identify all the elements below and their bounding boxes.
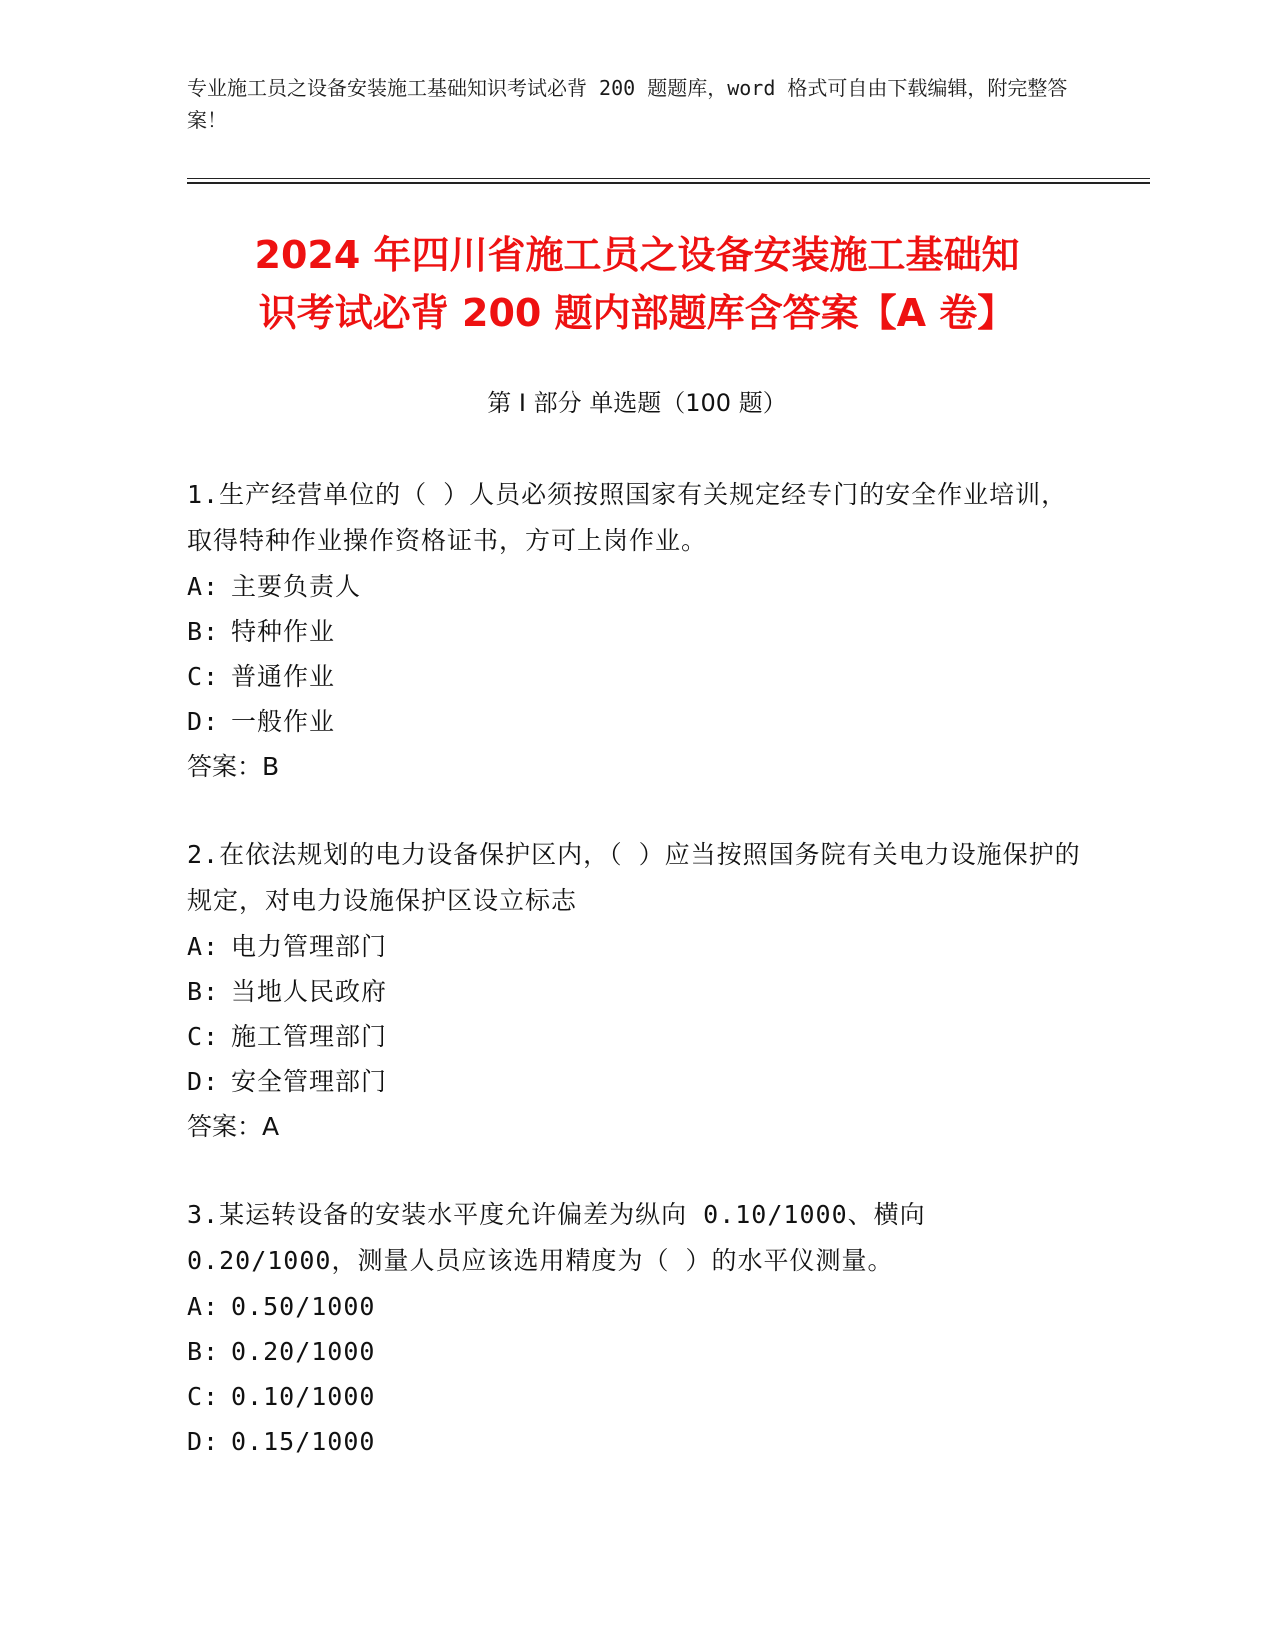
option-letter: D:	[187, 1427, 220, 1456]
option-letter: C:	[187, 1382, 220, 1411]
option-a	[187, 924, 1087, 969]
document-title-line-1: 2024 年四川省施工员之设备安装施工基础知	[254, 233, 1020, 277]
option-text: 0.10/1000	[231, 1382, 376, 1411]
option-c	[187, 1014, 1087, 1059]
option-d	[187, 699, 1087, 744]
option-c	[187, 654, 1087, 699]
option-letter: A:	[187, 1292, 220, 1321]
option-letter: B:	[187, 1337, 220, 1366]
option-letter: C:	[187, 1022, 220, 1051]
option-b	[187, 609, 1087, 654]
option-text: 普通作业	[231, 662, 336, 691]
option-text: 一般作业	[231, 707, 336, 736]
option-letter: C:	[187, 662, 220, 691]
section-title: 第 I 部分 单选题（100 题）	[487, 389, 787, 417]
option-text: 特种作业	[231, 617, 336, 646]
option-letter: B:	[187, 977, 220, 1006]
option-letter: A:	[187, 572, 220, 601]
question-2	[187, 832, 1087, 1150]
option-text: 当地人民政府	[231, 977, 388, 1006]
option-text: 电力管理部门	[231, 932, 388, 961]
option-a	[187, 1284, 1087, 1329]
option-d	[187, 1419, 1087, 1464]
question-1	[187, 472, 1087, 790]
option-d	[187, 1059, 1087, 1104]
option-b	[187, 969, 1087, 1014]
answer-label: 答案：B	[187, 752, 280, 781]
header-divider-thick	[187, 182, 1150, 184]
option-text: 主要负责人	[231, 572, 362, 601]
question-stem: 2.在依法规划的电力设备保护区内，（ ）应当按照国务院有关电力设施保护的规定，对电力设施保护区设立标志	[187, 840, 1081, 915]
option-text: 0.50/1000	[231, 1292, 376, 1321]
option-a	[187, 564, 1087, 609]
option-b	[187, 1329, 1087, 1374]
option-letter: D:	[187, 707, 220, 736]
header-note: 专业施工员之设备安装施工基础知识考试必背 200 题题库，word 格式可自由下载编辑，附完整答案！	[187, 76, 1068, 132]
header-divider-thin	[187, 178, 1150, 179]
option-text: 0.20/1000	[231, 1337, 376, 1366]
option-c	[187, 1374, 1087, 1419]
question-stem: 1.生产经营单位的（ ）人员必须按照国家有关规定经专门的安全作业培训，取得特种作业操作资格证书，方可上岗作业。	[187, 480, 1068, 555]
option-letter: A:	[187, 932, 220, 961]
option-text: 施工管理部门	[231, 1022, 388, 1051]
question-stem: 3.某运转设备的安装水平度允许偏差为纵向 0.10/1000、横向 0.20/1000，测量人员应该选用精度为（ ）的水平仪测量。	[187, 1200, 926, 1275]
option-text: 0.15/1000	[231, 1427, 376, 1456]
document-title-line-2: 识考试必背 200 题内部题库含答案【A 卷】	[258, 291, 1016, 335]
option-letter: B:	[187, 617, 220, 646]
option-letter: D:	[187, 1067, 220, 1096]
option-text: 安全管理部门	[231, 1067, 388, 1096]
question-3	[187, 1192, 1087, 1464]
answer-label: 答案：A	[187, 1112, 280, 1141]
document-title	[187, 226, 1087, 342]
